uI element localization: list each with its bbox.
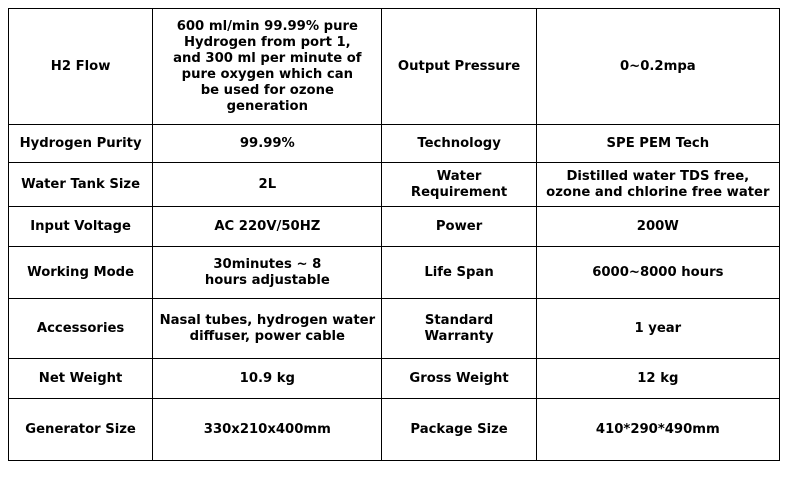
spec-label: Technology: [382, 125, 536, 163]
spec-label: Input Voltage: [9, 207, 153, 247]
spec-value: 10.9 kg: [153, 359, 382, 399]
spec-label: Hydrogen Purity: [9, 125, 153, 163]
table-row: [9, 125, 780, 163]
spec-value: 410*290*490mm: [536, 399, 779, 461]
spec-value: 1 year: [536, 299, 779, 359]
spec-value: 200W: [536, 207, 779, 247]
spec-label: Power: [382, 207, 536, 247]
spec-value: 99.99%: [153, 125, 382, 163]
table-row: [9, 247, 780, 299]
spec-label: H2 Flow: [9, 9, 153, 125]
table-row: [9, 163, 780, 207]
spec-value: 600 ml/min 99.99% pure Hydrogen from port 1, and 300 ml per minute of pure oxygen which can be used for ozone generation: [153, 9, 382, 125]
table-row: [9, 9, 780, 125]
table-row: [9, 207, 780, 247]
spec-value: SPE PEM Tech: [536, 125, 779, 163]
spec-label: Water Requirement: [382, 163, 536, 207]
spec-value: Distilled water TDS free, ozone and chlorine free water: [536, 163, 779, 207]
spec-value: AC 220V/50HZ: [153, 207, 382, 247]
spec-value: 2L: [153, 163, 382, 207]
table-row: [9, 359, 780, 399]
spec-value: 0~0.2mpa: [536, 9, 779, 125]
spec-label: Standard Warranty: [382, 299, 536, 359]
spec-value: 12 kg: [536, 359, 779, 399]
spec-label: Package Size: [382, 399, 536, 461]
spec-label: Net Weight: [9, 359, 153, 399]
spec-value: 330x210x400mm: [153, 399, 382, 461]
table-row: [9, 299, 780, 359]
spec-label: Life Span: [382, 247, 536, 299]
spec-value: Nasal tubes, hydrogen water diffuser, power cable: [153, 299, 382, 359]
spec-label: Water Tank Size: [9, 163, 153, 207]
spec-label: Output Pressure: [382, 9, 536, 125]
spec-value: 6000~8000 hours: [536, 247, 779, 299]
spec-label: Working Mode: [9, 247, 153, 299]
spec-label: Accessories: [9, 299, 153, 359]
spec-label: Gross Weight: [382, 359, 536, 399]
spec-label: Generator Size: [9, 399, 153, 461]
spec-table: [8, 8, 780, 461]
spec-value: 30minutes ~ 8 hours adjustable: [153, 247, 382, 299]
table-row: [9, 399, 780, 461]
